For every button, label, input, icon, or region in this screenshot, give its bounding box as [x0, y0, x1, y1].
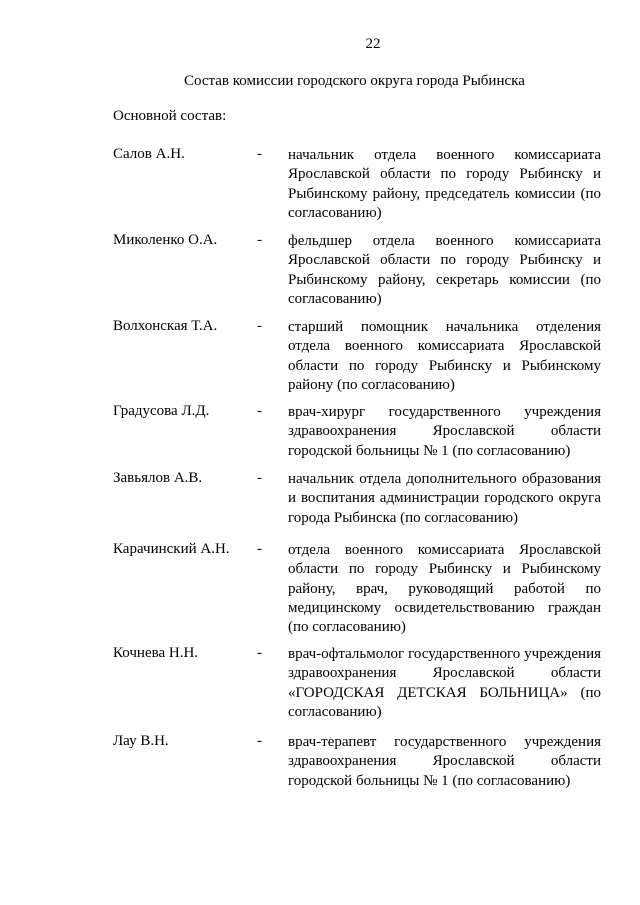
member-role: фельдшер отдела военного комиссариата Ярославской области по городу Рыбинску и Рыбинскому району, секретарь комиссии (по согласованию)	[288, 233, 601, 307]
dash-separator: -	[257, 541, 262, 557]
member-entry	[113, 146, 601, 226]
dash-separator: -	[257, 146, 262, 162]
member-role: врач-хирург государственного учреждения здравоохранения Ярославской области городской больницы № 1 (по согласованию)	[288, 404, 601, 459]
member-name: Градусова Л.Д.	[113, 403, 210, 419]
dash-separator: -	[257, 403, 262, 419]
member-entry	[113, 541, 601, 636]
member-role: начальник отдела военного комиссариата Ярославской области по городу Рыбинску и Рыбинскому району, председатель комиссии (по согласованию)	[288, 147, 601, 221]
member-entry	[113, 733, 601, 813]
member-name: Салов А.Н.	[113, 146, 185, 162]
dash-separator: -	[257, 645, 262, 661]
dash-separator: -	[257, 318, 262, 334]
member-name: Завьялов А.В.	[113, 470, 203, 486]
member-role: врач-офтальмолог государственного учреждения здравоохранения Ярославской области «ГОРОДСКАЯ ДЕТСКАЯ БОЛЬНИЦА» (по согласованию)	[288, 646, 601, 720]
member-entry	[113, 232, 601, 312]
document-title: Состав комиссии городского округа города Рыбинска	[184, 73, 525, 89]
member-role: старший помощник начальника отделения отдела военного комиссариата Ярославской области по городу Рыбинску и Рыбинскому району (по согласованию)	[288, 319, 601, 393]
member-role: отдела военного комиссариата Ярославской области по городу Рыбинску и Рыбинскому району, врач, руководящий работой по медицинскому освидетельствованию граждан (по согласованию)	[288, 542, 601, 636]
member-name: Лау В.Н.	[113, 733, 169, 749]
section-heading: Основной состав:	[113, 108, 227, 124]
member-entry	[113, 318, 601, 398]
member-name: Миколенко О.А.	[113, 232, 218, 248]
member-entry	[113, 470, 601, 550]
page-number: 22	[365, 36, 381, 52]
dash-separator: -	[257, 232, 262, 248]
member-entry	[113, 645, 601, 725]
member-name: Карачинский А.Н.	[113, 541, 230, 557]
member-name: Кочнева Н.Н.	[113, 645, 199, 661]
member-name: Волхонская Т.А.	[113, 318, 218, 334]
dash-separator: -	[257, 470, 262, 486]
member-role: врач-терапевт государственного учреждения здравоохранения Ярославской области городской больницы № 1 (по согласованию)	[288, 734, 601, 789]
member-role: начальник отдела дополнительного образования и воспитания администрации городского округа города Рыбинска (по согласованию)	[288, 471, 601, 526]
dash-separator: -	[257, 733, 262, 749]
